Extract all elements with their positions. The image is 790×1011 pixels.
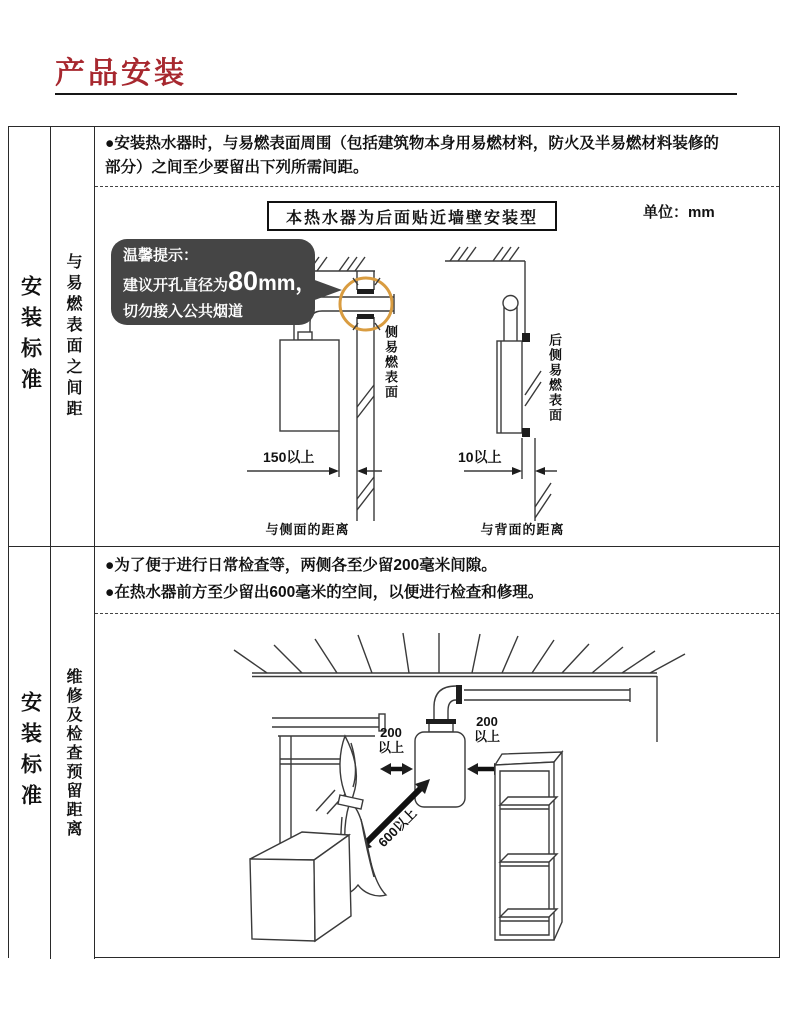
side-wall-label: 侧易燃表面 <box>383 325 398 400</box>
row1-header-topic <box>51 127 95 546</box>
ceiling-hatch-icon-2 <box>450 247 519 261</box>
title-underline <box>55 93 737 95</box>
row1-header-standard <box>9 127 51 546</box>
water-heater-front-view <box>280 332 339 431</box>
right-side-diagram <box>445 247 557 521</box>
clearance-diagram-svg <box>95 127 779 546</box>
flue-duct-lines <box>426 685 630 732</box>
unit-label: 单位：mm <box>643 204 715 221</box>
row2-bullet2: ●在热水器前方至少留出600毫米的空间，以便进行检查和修理。 <box>105 584 544 602</box>
dim-200-left-label: 200 以上 <box>377 725 404 755</box>
row2-header-topic <box>51 547 95 959</box>
row1-standard-label: 安装标准 <box>18 274 42 399</box>
rear-wall-label: 后侧易燃表面 <box>547 333 562 423</box>
ceiling-sunburst-lines <box>234 633 685 673</box>
hole-highlight-circle <box>340 278 392 330</box>
tip-line1: 温馨提示： <box>123 247 199 264</box>
row-flammable-clearance <box>9 127 779 546</box>
dim-150-label: 150以上 <box>263 449 315 465</box>
dimension-10 <box>464 467 557 475</box>
row1-topic-label: 与易燃表面之间距 <box>64 252 81 421</box>
side-distance-caption: 与侧面的距离 <box>265 522 350 537</box>
row1-content <box>95 127 779 546</box>
storage-box <box>250 832 351 941</box>
dim-200-right-label: 200 以上 <box>473 714 500 744</box>
dim-600-label: 600以上 <box>375 805 420 850</box>
dim-10-label: 10以上 <box>458 449 502 465</box>
row2-topic-label: 维修及检查预留距离 <box>64 667 81 839</box>
rear-distance-caption: 与背面的距离 <box>480 522 565 537</box>
install-type-banner: 本热水器为后面贴近墙壁安装型 <box>267 201 557 231</box>
tip-hole-diameter: 80 <box>228 266 259 296</box>
maintenance-diagram-svg <box>95 547 779 960</box>
row2-bullet1: ●为了便于进行日常检查等，两侧各至少留200毫米间隙。 <box>105 557 497 574</box>
tip-line3: 切勿接入公共烟道 <box>123 303 244 320</box>
side-wall-lines <box>357 271 374 521</box>
row1-bullet-text: ●安装热水器时，与易燃表面周围（包括建筑物本身用易燃材料，防火及半易燃材料装修的部分）之间至少要留出下列所需间距。 <box>95 127 779 187</box>
row2-standard-label: 安装标准 <box>18 691 42 815</box>
water-heater-perspective <box>415 732 465 807</box>
tip-bubble <box>111 239 315 325</box>
left-clearance-arrow <box>380 763 413 775</box>
shelf-unit <box>495 752 562 940</box>
installation-table <box>8 126 780 958</box>
page-title: 产品安装 <box>55 57 187 90</box>
row2-header-standard <box>9 547 51 959</box>
row2-content <box>95 547 779 959</box>
tip-line2: 建议开孔直径为80mm， <box>123 266 317 296</box>
row-maintenance-clearance <box>9 546 779 959</box>
